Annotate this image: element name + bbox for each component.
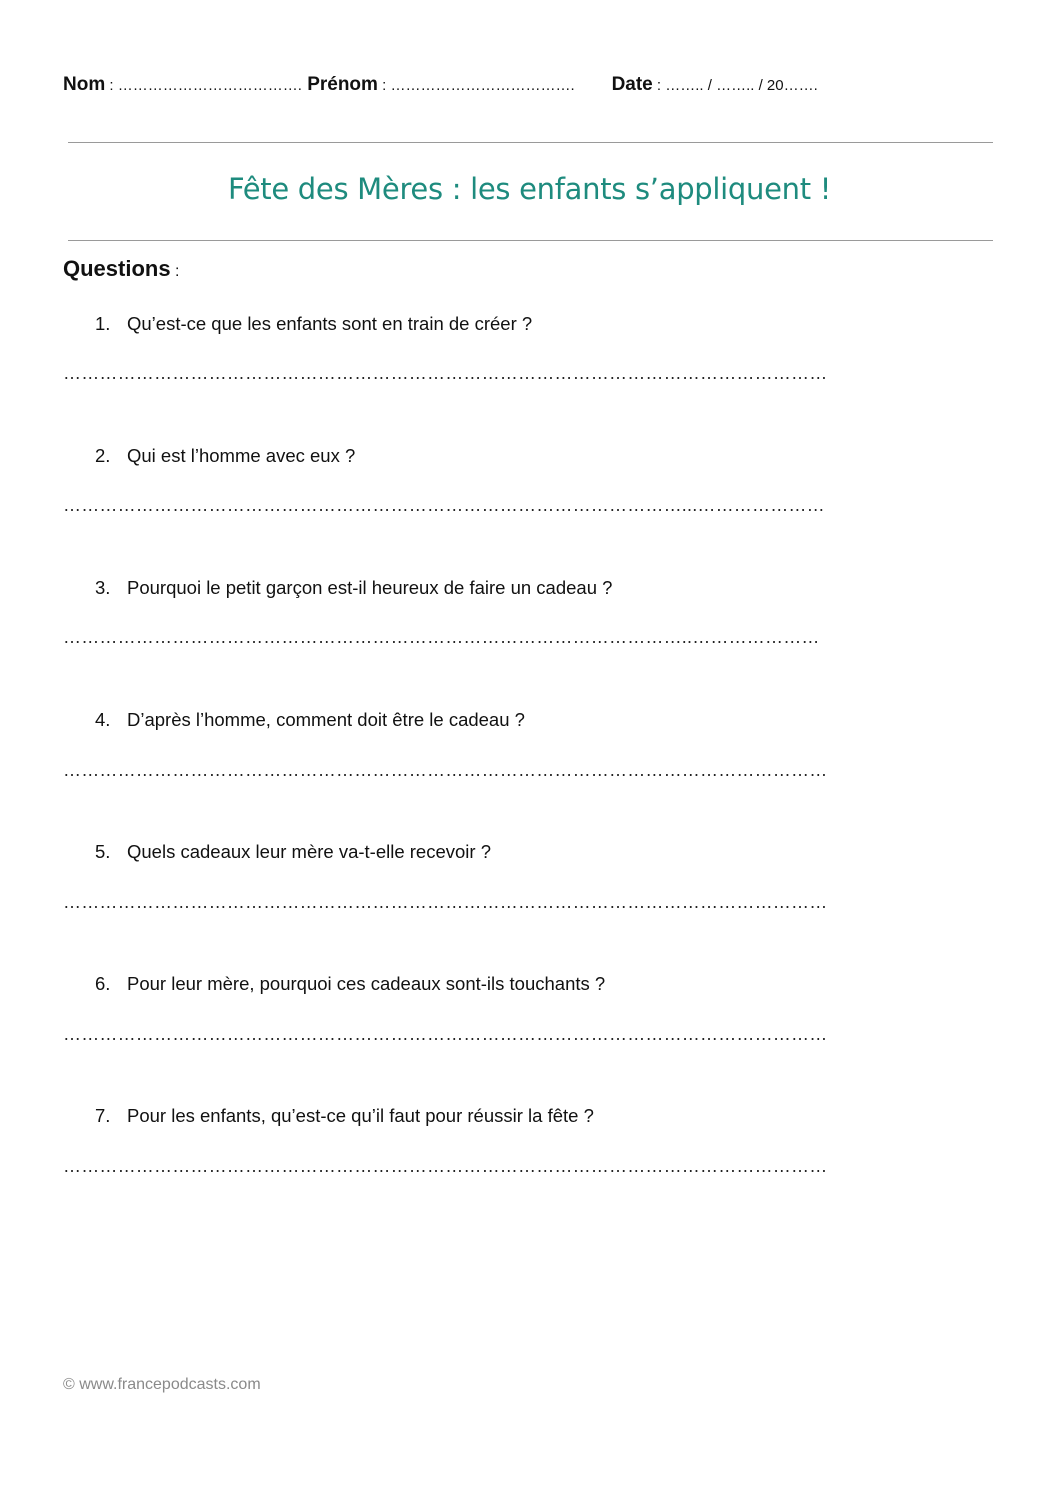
answer-line[interactable]: …………………………………………………………………………………………...………………… <box>63 495 825 515</box>
question-item <box>95 577 612 599</box>
question-number: 2. <box>95 445 111 466</box>
question-text: Quels cadeaux leur mère va-t-elle recevoir ? <box>127 841 491 862</box>
date-field[interactable]: : …….. / …….. / 20……. <box>652 77 818 94</box>
prenom-label: Prénom <box>307 74 378 95</box>
question-text: Pour les enfants, qu’est-ce qu’il faut pour réussir la fête ? <box>127 1105 594 1126</box>
question-text: D’après l’homme, comment doit être le cadeau ? <box>127 709 525 730</box>
question-number: 3. <box>95 577 111 598</box>
title-divider <box>68 240 993 241</box>
questions-heading-label: Questions <box>63 256 171 281</box>
question-number: 1. <box>95 313 111 334</box>
answer-line[interactable]: ……………………………………………………………………………………………………………… <box>63 760 828 780</box>
page-title: Fête des Mères : les enfants s’appliquent ! <box>227 172 832 206</box>
answer-line[interactable]: ……………………………………………………………………………………………………………… <box>63 363 828 383</box>
copyright-footer: © www.francepodcasts.com <box>63 1376 261 1393</box>
question-number: 6. <box>95 973 111 994</box>
answer-line[interactable]: ……………………………………………………………………………………………………………… <box>63 892 828 912</box>
answer-line[interactable]: ……………………………………………………………………………………………………………… <box>63 1156 828 1176</box>
question-item <box>95 313 532 335</box>
nom-field[interactable]: : ………………………………. <box>105 77 302 94</box>
question-item <box>95 1105 594 1127</box>
answer-line[interactable]: …………………………………………………………………………………………..………………… <box>63 627 820 647</box>
question-number: 4. <box>95 709 111 730</box>
question-item <box>95 445 355 467</box>
question-text: Qu’est-ce que les enfants sont en train de créer ? <box>127 313 533 334</box>
student-info-line <box>63 74 818 96</box>
prenom-field[interactable]: : ………………………………. <box>377 77 575 94</box>
questions-heading-colon: : <box>170 263 180 280</box>
question-text: Pourquoi le petit garçon est-il heureux de faire un cadeau ? <box>127 577 613 598</box>
date-label: Date <box>611 74 653 95</box>
top-divider <box>68 142 993 143</box>
question-item <box>95 709 525 731</box>
nom-label: Nom <box>63 74 106 95</box>
answer-line[interactable]: ……………………………………………………………………………………………………………… <box>63 1024 828 1044</box>
question-number: 5. <box>95 841 111 862</box>
question-text: Pour leur mère, pourquoi ces cadeaux sont-ils touchants ? <box>127 973 606 994</box>
questions-heading <box>63 256 179 282</box>
question-number: 7. <box>95 1105 111 1126</box>
question-text: Qui est l’homme avec eux ? <box>127 445 356 466</box>
question-item <box>95 841 491 863</box>
question-item <box>95 973 605 995</box>
